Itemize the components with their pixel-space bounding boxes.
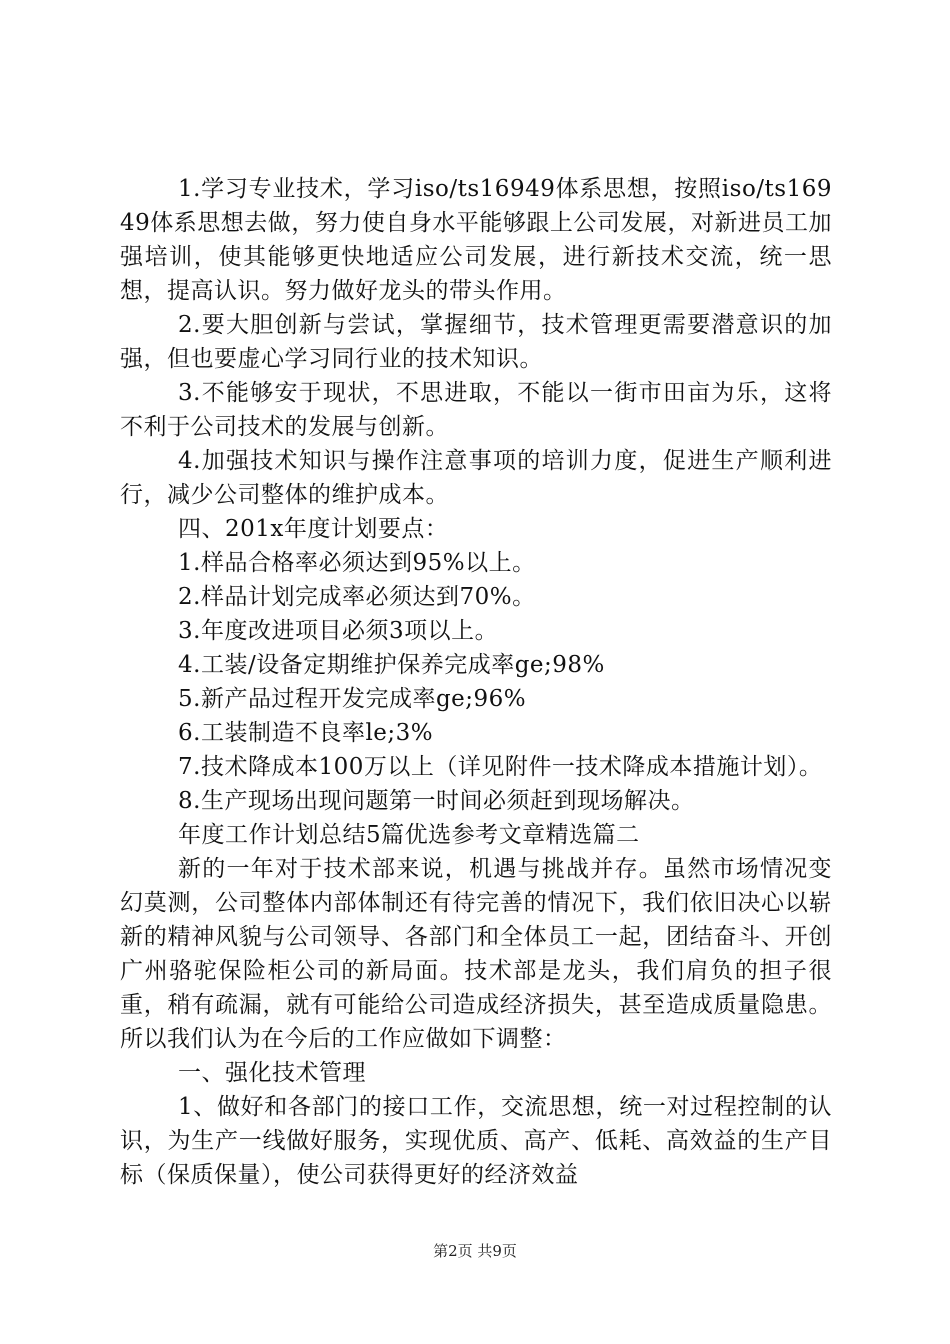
paragraph-4: 4.加强技术知识与操作注意事项的培训力度，促进生产顺利进行，减少公司整体的维护成本。 (120, 448, 832, 508)
plan-item-8: 8.生产现场出现问题第一时间必须赶到现场解决。 (178, 788, 695, 814)
intro-paragraph: 新的一年对于技术部来说，机遇与挑战并存。虽然市场情况变幻莫测，公司整体内部体制还有待完善的情况下，我们依旧决心以崭新的精神风貌与公司领导、各部门和全体员工一起，团结奋斗、开创广州骆驼保险柜公司的新局面。技术部是龙头，我们肩负的担子很重，稍有疏漏，就有可能给公司造成经济损失，甚至造成质量隐患。所以我们认为在今后的工作应做如下调整： (120, 856, 832, 1052)
plan-item-3: 3.年度改进项目必须3项以上。 (178, 618, 499, 644)
paragraph-1: 1.学习专业技术，学习iso/ts16949体系思想，按照iso/ts16949体系思想去做，努力使自身水平能够跟上公司发展，对新进员工加强培训，使其能够更快地适应公司发展，进行新技术交流，统一思想，提高认识。努力做好龙头的带头作用。 (120, 176, 832, 304)
paragraph-3: 3.不能够安于现状，不思进取，不能以一街市田亩为乐，这将不利于公司技术的发展与创新。 (120, 380, 832, 440)
plan-item-2: 2.样品计划完成率必须达到70%。 (178, 584, 536, 610)
plan-item-7: 7.技术降成本100万以上（详见附件一技术降成本措施计划）。 (178, 754, 823, 780)
section-heading-plan: 四、201x年度计划要点： (178, 516, 449, 542)
article-title-2: 年度工作计划总结5篇优选参考文章精选篇二 (178, 822, 640, 848)
plan-item-1: 1.样品合格率必须达到95%以上。 (178, 550, 536, 576)
section-heading-management: 一、强化技术管理 (178, 1060, 366, 1086)
plan-item-4: 4.工装/设备定期维护保养完成率ge;98% (178, 652, 605, 678)
management-item-1: 1、做好和各部门的接口工作，交流思想，统一对过程控制的认识，为生产一线做好服务，实现优质、高产、低耗、高效益的生产目标（保质保量），使公司获得更好的经济效益 (120, 1094, 832, 1188)
plan-item-6: 6.工装制造不良率le;3% (178, 720, 434, 746)
paragraph-2: 2.要大胆创新与尝试，掌握细节，技术管理更需要潜意识的加强，但也要虚心学习同行业的技术知识。 (120, 312, 832, 372)
page-footer: 第2页 共9页 (433, 1242, 517, 1260)
document-body (120, 172, 832, 1192)
plan-item-5: 5.新产品过程开发完成率ge;96% (178, 686, 527, 712)
